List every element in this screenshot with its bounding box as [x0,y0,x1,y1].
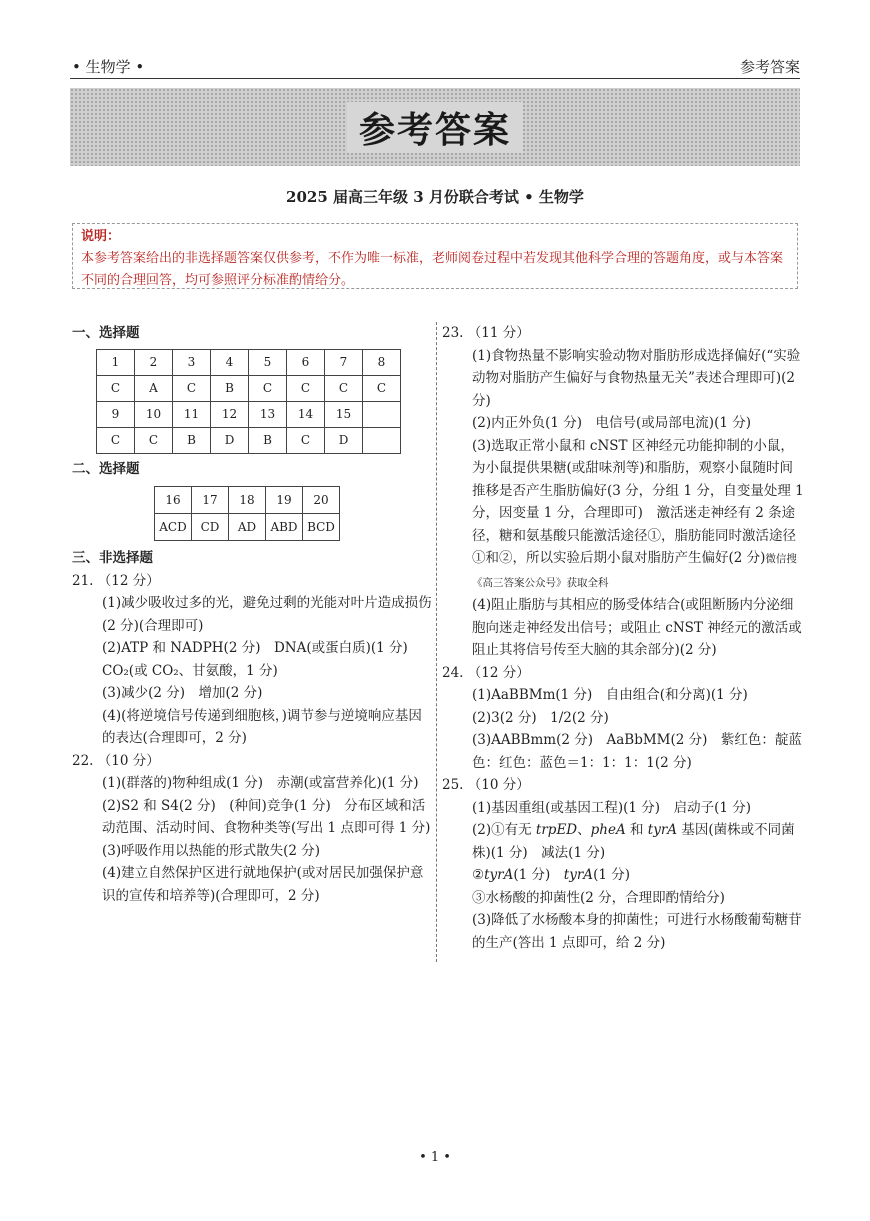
question-23-part1: (1)食物热量不影响实验动物对脂肪形成选择偏好(“实验动物对脂肪产生偏好与食物热量无关”表述合理即可)(2 分) [472,347,801,409]
question-24-part2: (2)3(2 分) 1/2(2 分) [472,709,609,726]
table-row [155,514,340,541]
question-23-part4: (4)阻止脂肪与其相应的肠受体结合(或阻断肠内分泌细胞向迷走神经发出信号；或阻止 cNST 神经元的激活或阻止其将信号传至大脑的其余部分)(2 分) [472,597,802,658]
question-21-part4: (4)(将逆境信号传递到细胞核，)调节参与逆境响应基因的表达(合理即可，2 分) [102,707,422,746]
section3-title: 三、非选择题 [72,550,153,566]
exam-subtitle: 2025 届高三年级 3 月份联合考试 • 生物学 [286,188,584,206]
table-cell: D [211,427,249,453]
table-cell: C [287,375,325,401]
table-row [97,427,401,453]
table-cell: 8 [363,349,401,375]
text-span: 和 [625,822,648,838]
table-cell: 9 [97,401,135,427]
section1-title: 一、选择题 [72,325,140,341]
question-24-part3: (3)AABBmm(2 分) AaBbMM(2 分) 紫红色：靛蓝色：红色：蓝色＝1：1：1：1(2 分) [472,732,802,771]
table-cell [363,427,401,453]
question-22-part1: (1)(群落的)物种组成(1 分) 赤潮(或富营养化)(1 分) [102,775,419,791]
table-cell: C [135,427,173,453]
question-25-head: 25. （10 分） [442,777,530,793]
question-23-part3 [442,435,804,595]
table-cell: D [325,427,363,453]
table-cell: 5 [249,349,287,375]
header-subject: • 生物学 • [72,58,145,76]
question-21-head: 21. （12 分） [72,572,160,589]
table-cell: C [173,375,211,401]
question-22-part4: (4)建立自然保护区进行就地保护(或对居民加强保护意识的宣传和培养等)(合理即可，2 分) [102,865,424,904]
table-cell: ABD [266,514,303,541]
question-24-head: 24. （12 分） [442,664,530,681]
table-cell: 17 [192,487,229,514]
text-span: 基因(菌株或不同菌株)(1 分) 减法(1 分) [472,822,795,861]
question-25-part3: (3)降低了水杨酸本身的抑菌性；可进行水杨酸葡萄糖苷的生产(答出 1 点即可，给 2 分) [472,912,802,951]
table-cell: C [97,427,135,453]
right-column [442,322,804,954]
left-column [72,322,432,907]
table-cell: C [363,375,401,401]
table-cell: C [97,375,135,401]
table-cell: ACD [155,514,192,541]
table-cell: B [211,375,249,401]
choice-answer-table-1 [96,349,401,454]
text-span: ② [472,867,485,883]
table-cell: 1 [97,349,135,375]
question-23-part3-text: (3)选取正常小鼠和 cNST 区神经元功能抑制的小鼠，为小鼠提供果糖(或甜味剂等)和脂肪，观察小鼠随时间推移是否产生脂肪偏好(3 分，分组 1 分，自变量处理 1 分，因变量 1 分，合理即可) 激活迷走神经有 2 条途径，糖和氨基酸只能激活途径①，脂肪能同时激活途径①和②，所以实验后期小鼠对脂肪产生偏好(2 分) [472,437,804,566]
table-cell: C [249,375,287,401]
table-cell: 2 [135,349,173,375]
table-cell: 6 [287,349,325,375]
text-span: 、 [577,822,591,838]
question-21-part3: (3)减少(2 分) 增加(2 分) [102,685,263,701]
header-doc-type: 参考答案 [739,58,800,76]
text-span: (1 分) [513,867,564,883]
table-cell: 11 [173,401,211,427]
question-25-part2-sub3: ③水杨酸的抑菌性(2 分，合理即酌情给分) [472,889,725,906]
table-cell: 13 [249,401,287,427]
column-divider [436,322,437,962]
gene-tyrA: tyrA [563,867,594,883]
note-text: 本参考答案给出的非选择题答案仅供参考，不作为唯一标准，老师阅卷过程中若发现其他科学合理的答题角度，或与本答案不同的合理回答，均可参照评分标准酌情给分。 [81,251,784,288]
section2-title: 二、选择题 [72,460,140,477]
table-cell: 20 [303,487,340,514]
question-21-part1: (1)减少吸收过多的光，避免过剩的光能对叶片造成损伤(2 分)(合理即可) [102,595,432,634]
table-cell: 16 [155,487,192,514]
question-21-part2: (2)ATP 和 NADPH(2 分) DNA(或蛋白质)(1 分) CO₂(或 CO₂、甘氨酸，1 分) [102,640,422,679]
gene-trpED: trpED [535,822,578,838]
question-24-part1: (1)AaBBMm(1 分) 自由组合(和分离)(1 分) [472,687,748,703]
question-23-part2: (2)内正外负(1 分) 电信号(或局部电流)(1 分) [472,415,751,431]
watermark-text: 微信搜《高三答案公众号》获取全科 [472,553,797,589]
question-22-head: 22. （10 分） [72,752,160,769]
table-cell: 19 [266,487,303,514]
question-25-part2 [442,819,804,864]
table-cell: C [287,427,325,453]
table-cell: 15 [325,401,363,427]
question-22-part3: (3)呼吸作用以热能的形式散失(2 分) [102,842,321,859]
question-23-head: 23. （11 分） [442,325,530,341]
text-span: (2)①有无 [472,822,536,838]
table-cell: C [325,375,363,401]
header-divider [70,78,800,79]
table-cell: 10 [135,401,173,427]
table-cell: BCD [303,514,340,541]
table-cell: B [173,427,211,453]
question-25-part1: (1)基因重组(或基因工程)(1 分) 启动子(1 分) [472,799,751,816]
table-cell: B [249,427,287,453]
table-row [155,487,340,514]
gene-tyrA: tyrA [484,867,514,883]
table-cell: 12 [211,401,249,427]
choice-answer-table-2 [154,486,340,541]
table-row [97,375,401,401]
table-cell: 18 [229,487,266,514]
table-cell: 14 [287,401,325,427]
table-cell: AD [229,514,266,541]
page-number: • 1 • [419,1150,451,1165]
question-25-part2-sub2 [442,864,804,887]
question-22-part2: (2)S2 和 S4(2 分) (种间)竞争(1 分) 分布区域和活动范围、活动时间、食物种类等(写出 1 点即可得 1 分) [102,797,431,836]
table-cell: 7 [325,349,363,375]
table-cell: A [135,375,173,401]
table-cell: 4 [211,349,249,375]
gene-tyrA: tyrA [647,822,678,838]
table-row [97,349,401,375]
note-box [72,223,798,289]
title-banner [70,88,800,166]
table-row [97,401,401,427]
table-cell: 3 [173,349,211,375]
note-title: 说明： [81,229,121,244]
gene-pheA: pheA [590,822,626,838]
table-cell: CD [192,514,229,541]
banner-title: 参考答案 [347,102,523,153]
table-cell [363,401,401,427]
text-span: (1 分) [593,867,630,883]
